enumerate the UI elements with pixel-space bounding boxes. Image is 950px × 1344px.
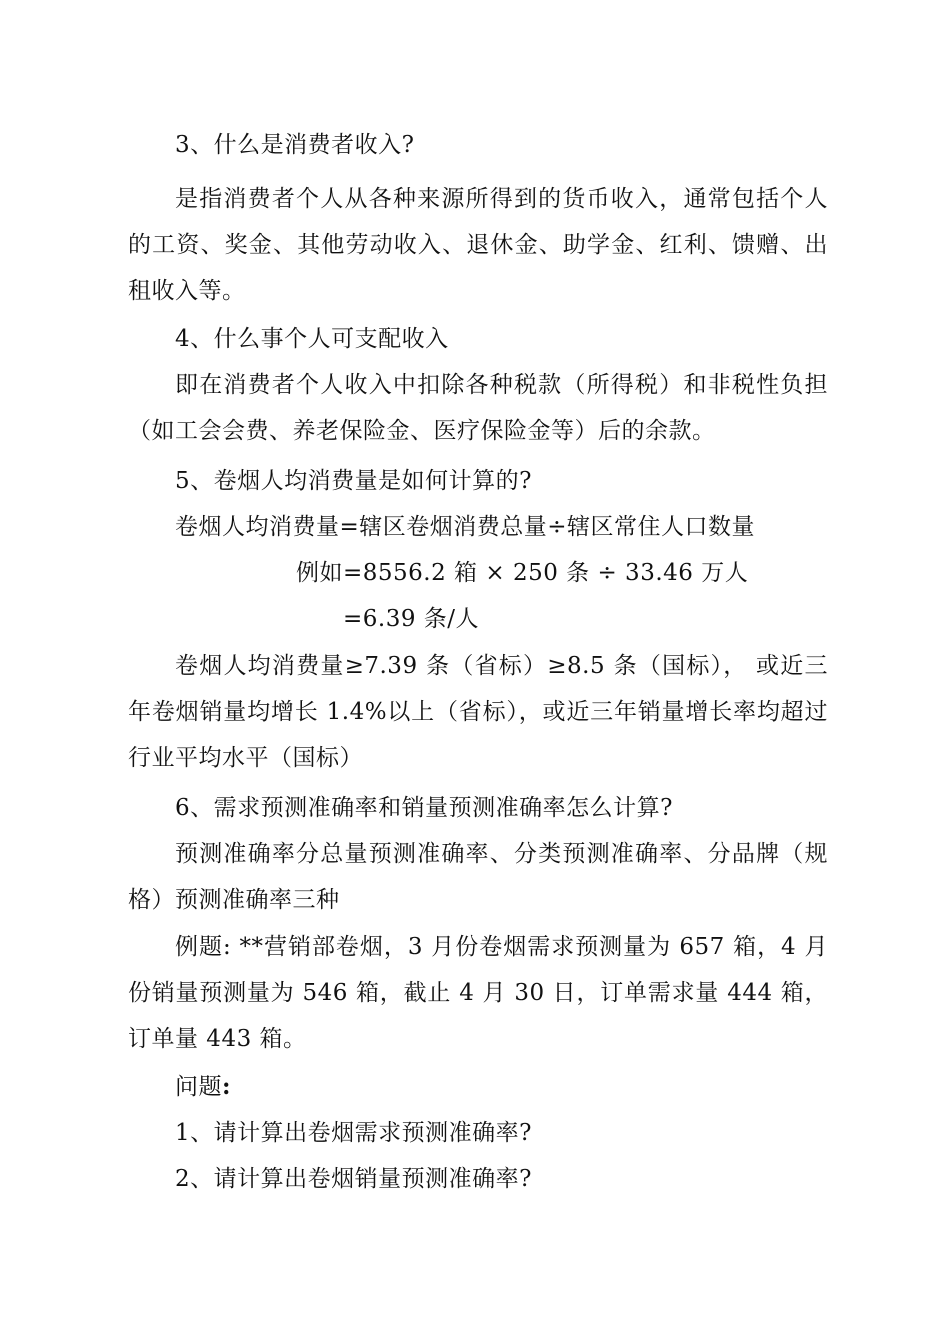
q6-title: 6、需求预测准确率和销量预测准确率怎么计算?: [175, 795, 673, 821]
questions-heading: [128, 1064, 828, 1110]
questions-colon: :: [222, 1073, 231, 1100]
questions-label: 问题: [175, 1074, 222, 1100]
q5-title: 5、卷烟人均消费量是如何计算的?: [175, 468, 532, 494]
q5-standard: 卷烟人均消费量≥7.39 条（省标）≥8.5 条（国标）， 或近三年卷烟销量均增长 1.4%以上（省标），或近三年销量增长率均超过行业平均水平（国标）: [128, 653, 828, 771]
question-1: 1、请计算出卷烟需求预测准确率?: [175, 1120, 532, 1146]
q4-answer: 即在消费者个人收入中扣除各种税款（所得税）和非税性负担（如工会会费、养老保险金、医疗保险金等）后的余款。: [128, 372, 828, 444]
q5-formula: 卷烟人均消费量=辖区卷烟消费总量÷辖区常住人口数量: [175, 514, 756, 540]
q5-example-line1: 例如=8556.2 箱 × 250 条 ÷ 33.46 万人: [296, 560, 749, 586]
q3-answer: 是指消费者个人从各种来源所得到的货币收入，通常包括个人的工资、奖金、其他劳动收入、退休金、助学金、红利、馈赠、出租收入等。: [128, 186, 828, 304]
q3-title: 3、什么是消费者收入?: [175, 132, 415, 158]
q4-title: 4、什么事个人可支配收入: [175, 326, 449, 352]
q6-answer: 预测准确率分总量预测准确率、分类预测准确率、分品牌（规格）预测准确率三种: [128, 841, 828, 913]
question-2: 2、请计算出卷烟销量预测准确率?: [175, 1166, 532, 1192]
q6-example: 例题: **营销部卷烟，3 月份卷烟需求预测量为 657 箱，4 月份销量预测量为 546 箱，截止 4 月 30 日，订单需求量 444 箱，订单量 443 箱。: [128, 934, 828, 1052]
q5-example-line2: =6.39 条/人: [343, 606, 480, 632]
